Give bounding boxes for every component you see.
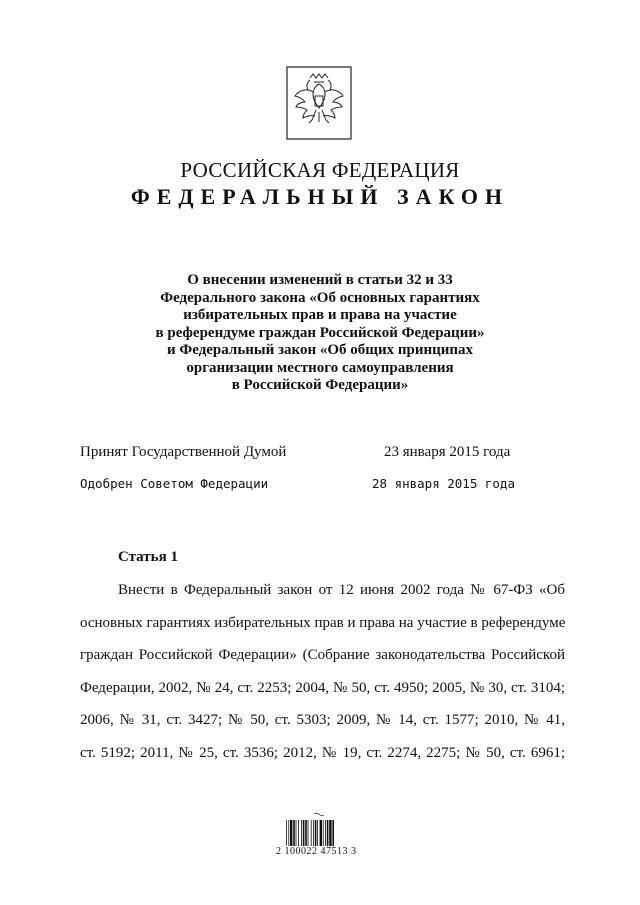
- barcode-icon: [284, 812, 354, 848]
- body-line: 2006, № 31, ст. 3427; № 50, ст. 5303; 2009, № 14, ст. 1577; 2010, № 41,: [80, 712, 565, 728]
- title-line: избирательных прав и права на участие: [183, 307, 457, 323]
- title-line: О внесении изменений в статьи 32 и 33: [187, 272, 453, 288]
- body-line: Внести в Федеральный закон от 12 июня 2002 года № 67-ФЗ «Об: [118, 582, 565, 598]
- body-line: ст. 5192; 2011, № 25, ст. 3536; 2012, № 19, ст. 2274, 2275; № 50, ст. 6961;: [80, 744, 565, 761]
- coat-of-arms-icon: [286, 66, 352, 140]
- body-line: граждан Российской Федерации» (Собрание законодательства Российской: [80, 647, 565, 663]
- barcode-number: 2 100022 47513 3: [276, 846, 357, 857]
- title-line: в референдуме граждан Российской Федерации»: [155, 324, 485, 341]
- title-line: в Российской Федерации»: [231, 377, 409, 393]
- duma-adoption-date: 23 января 2015 года: [384, 444, 511, 460]
- council-approval-label: Одобрен Советом Федерации: [80, 476, 269, 491]
- country-name: РОССИЙСКАЯ ФЕДЕРАЦИЯ: [180, 158, 460, 182]
- title-line: Федерального закона «Об основных гарантиях: [160, 289, 480, 306]
- body-line: основных гарантиях избирательных прав и права на участие в референдуме: [80, 614, 566, 631]
- council-approval-date: 28 января 2015 года: [372, 476, 515, 491]
- article-heading: Статья 1: [118, 549, 178, 565]
- title-line: и Федеральный закон «Об общих принципах: [166, 342, 474, 358]
- title-line: организации местного самоуправления: [186, 359, 454, 376]
- document-type: ФЕДЕРАЛЬНЫЙ ЗАКОН: [130, 184, 510, 209]
- law-title: [120, 272, 520, 395]
- duma-adoption-label: Принят Государственной Думой: [80, 444, 287, 460]
- article-body: [80, 574, 565, 769]
- body-line: Федерации, 2002, № 24, ст. 2253; 2004, № 50, ст. 4950; 2005, № 30, ст. 3104;: [80, 679, 565, 696]
